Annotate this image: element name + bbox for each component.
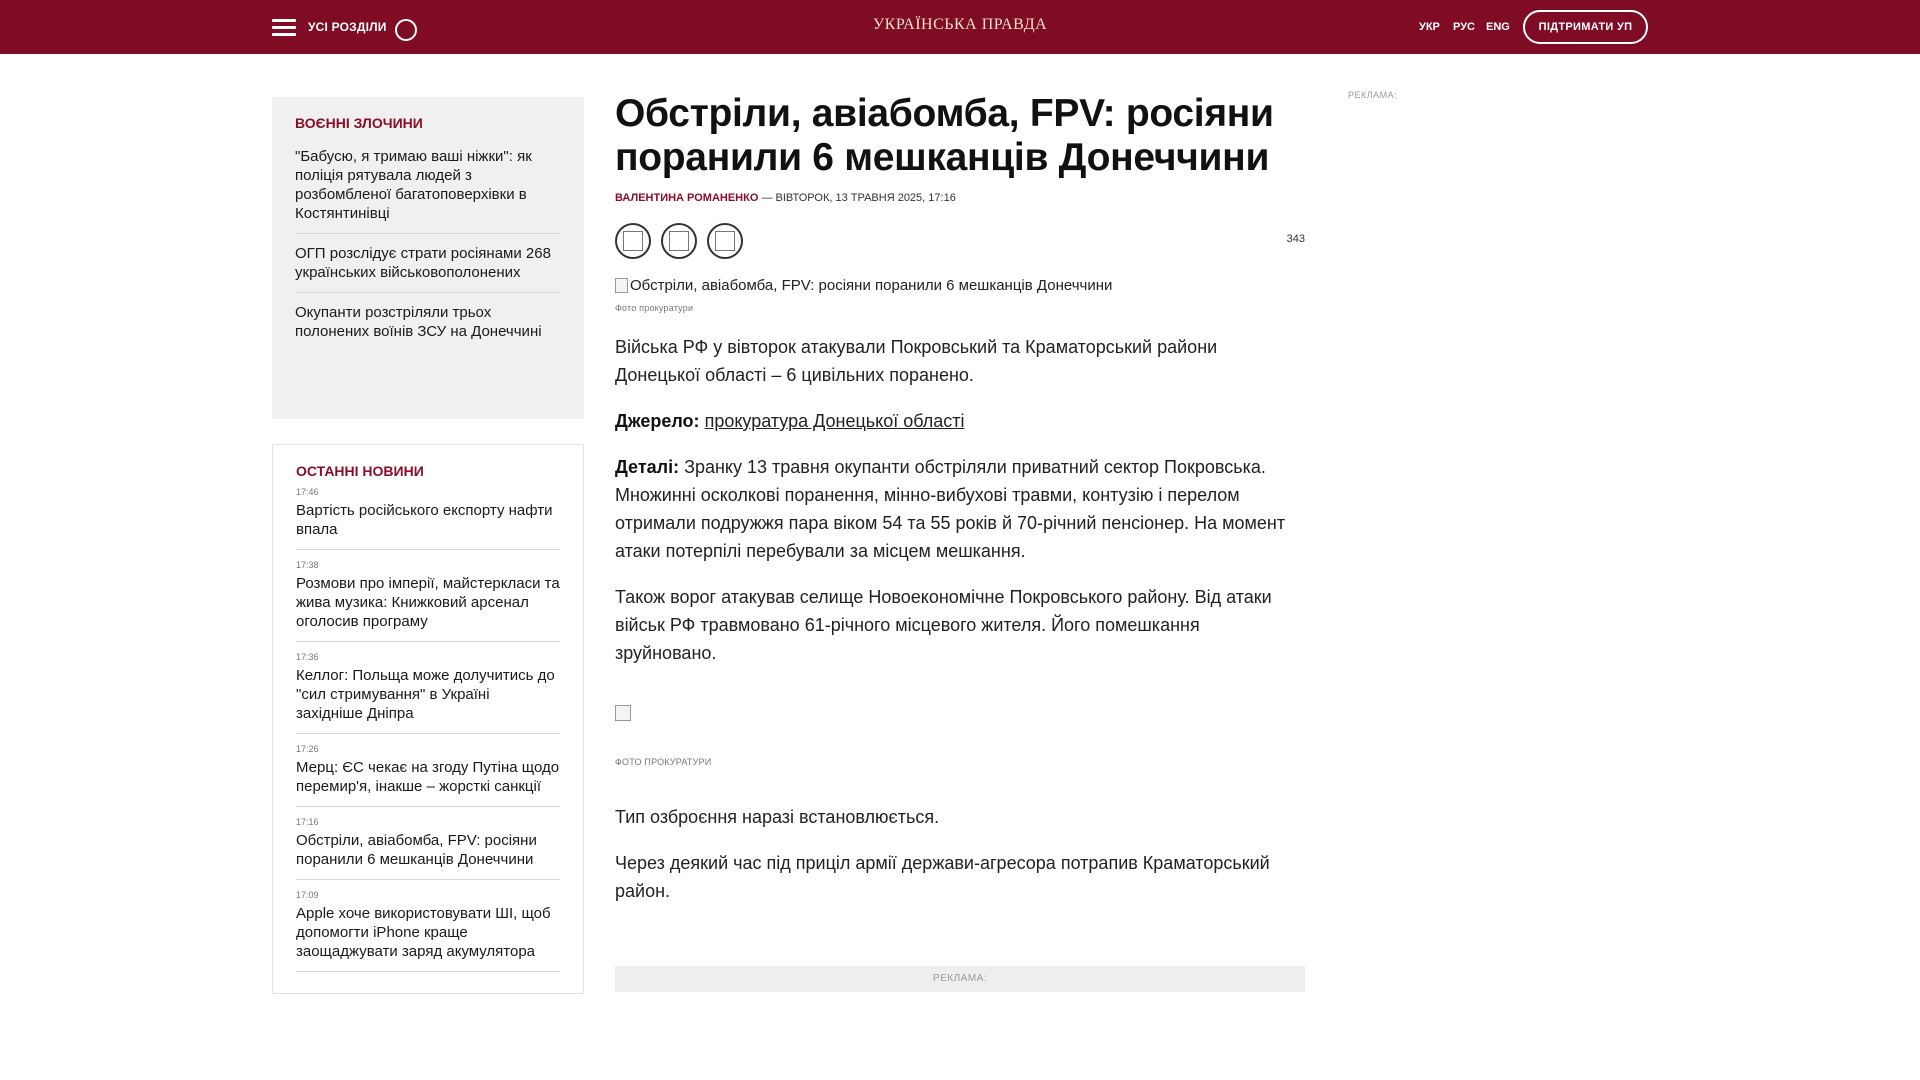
war-crimes-section xyxy=(272,97,584,419)
article-paragraph: Тип озброєння наразі встановлюється. xyxy=(615,807,940,827)
news-time: 17:46 xyxy=(296,487,319,497)
source-label: Джерело: xyxy=(615,411,700,431)
details-label: Деталі: xyxy=(615,457,680,477)
news-item[interactable] xyxy=(296,817,560,880)
news-title[interactable]: Мерц: ЄС чекає на згоду Путіна щодо перемир'я, інакше – жорсткі санкції xyxy=(296,759,560,795)
article-paragraph: Через деякий час під приціл армії держави-агресора потрапив Краматорський район. xyxy=(615,853,1270,901)
views-count: 343 xyxy=(1286,233,1305,245)
news-title[interactable]: Вартість російського експорту нафти впала xyxy=(296,502,553,538)
article-byline xyxy=(615,192,1305,204)
news-item[interactable] xyxy=(296,487,560,550)
top-navigation-bar xyxy=(0,0,1920,54)
details-text: Зранку 13 травня окупанти обстріляли приватний сектор Покровська. Множинні осколкові поранення, мінно-вибухові травми, контузію і перелом отримали подружжя пара віком 54 та 55 років й 70-річний пенсіонер. На момент атаки потерпілі перебували за місцем мешкання. xyxy=(615,457,1286,561)
war-crimes-title[interactable]: ВОЄННІ ЗЛОЧИНИ xyxy=(295,115,423,131)
article-author-link[interactable]: ВАЛЕНТИНА РОМАНЕНКО xyxy=(615,192,759,204)
latest-news-section xyxy=(272,444,584,994)
news-item[interactable] xyxy=(296,890,560,972)
article-details xyxy=(615,453,1305,565)
news-time: 17:09 xyxy=(296,890,319,900)
news-title[interactable]: Розмови про імперії, майстеркласи та жива музика: Книжковий арсенал оголосив програму xyxy=(296,575,560,630)
site-logo-text[interactable]: УКРАЇНСЬКА ПРАВДА xyxy=(872,16,1048,33)
share-telegram-icon[interactable] xyxy=(707,223,743,259)
news-time: 17:36 xyxy=(296,652,319,662)
news-item[interactable] xyxy=(296,744,560,807)
second-image-caption: ФОТО ПРОКУРАТУРИ xyxy=(615,757,712,767)
hamburger-menu-icon[interactable] xyxy=(272,19,296,36)
inline-ad-label: РЕКЛАМА: xyxy=(615,966,1305,992)
article-main-image xyxy=(615,277,1305,294)
sidebar-ad-label: РЕКЛАМА: xyxy=(1348,90,1398,100)
latest-news-title[interactable]: ОСТАННІ НОВИНИ xyxy=(296,463,424,479)
lang-ukr-link[interactable]: УКР xyxy=(1419,21,1440,33)
article xyxy=(615,92,1305,905)
news-title[interactable]: Келлог: Польща може долучитись до "сил стримування" в Україні західніше Дніпра xyxy=(296,667,555,722)
war-crimes-item[interactable]: "Бабусю, я тримаю ваші ніжки": як поліція рятувала людей з розбомбленої багатоповерхівки в Костянтинівці xyxy=(295,147,561,234)
news-time: 17:26 xyxy=(296,744,319,754)
lang-eng-link[interactable]: ENG xyxy=(1486,21,1510,33)
news-time: 17:16 xyxy=(296,817,319,827)
broken-image-icon xyxy=(615,278,628,293)
share-twitter-icon[interactable] xyxy=(661,223,697,259)
article-source xyxy=(615,407,1305,435)
search-icon[interactable] xyxy=(393,17,419,43)
source-link[interactable]: прокуратура Донецької області xyxy=(704,411,965,431)
share-bar xyxy=(615,223,1305,261)
news-title[interactable]: Обстріли, авіабомба, FPV: росіяни поранили 6 мешканців Донеччини xyxy=(296,832,537,868)
article-date: — ВІВТОРОК, 13 ТРАВНЯ 2025, 17:16 xyxy=(761,192,956,204)
war-crimes-item[interactable]: ОГП розслідує страти росіянами 268 українських військовополонених xyxy=(295,244,561,293)
article-title: Обстріли, авіабомба, FPV: росіяни поранили 6 мешканців Донеччини xyxy=(615,92,1274,179)
news-time: 17:38 xyxy=(296,560,319,570)
news-title[interactable]: Apple хоче використовувати ШІ, щоб допомогти iPhone краще заощаджувати заряд акумулятора xyxy=(296,905,551,960)
support-button[interactable]: ПІДТРИМАТИ УП xyxy=(1523,10,1648,44)
lang-rus-link[interactable]: РУС xyxy=(1453,21,1475,33)
image-alt-text: Обстріли, авіабомба, FPV: росіяни поранили 6 мешканців Донеччини xyxy=(630,277,1113,294)
all-sections-link[interactable]: УСІ РОЗДІЛИ xyxy=(308,20,387,34)
news-item[interactable] xyxy=(296,560,560,642)
share-facebook-icon[interactable] xyxy=(615,223,651,259)
war-crimes-item[interactable]: Окупанти розстріляли трьох полонених воїнів ЗСУ на Донеччині xyxy=(295,304,542,340)
article-lead: Війська РФ у вівторок атакували Покровський та Краматорський райони Донецької області – 6 цивільних поранено. xyxy=(615,337,1218,385)
article-paragraph: Також ворог атакував селище Новоекономічне Покровського району. Від атаки військ РФ травмовано 61-річного місцевого жителя. Його помешкання зруйновано. xyxy=(615,587,1272,663)
image-caption: Фото прокуратури xyxy=(615,303,694,313)
news-item[interactable] xyxy=(296,652,560,734)
article-second-image xyxy=(615,705,631,721)
